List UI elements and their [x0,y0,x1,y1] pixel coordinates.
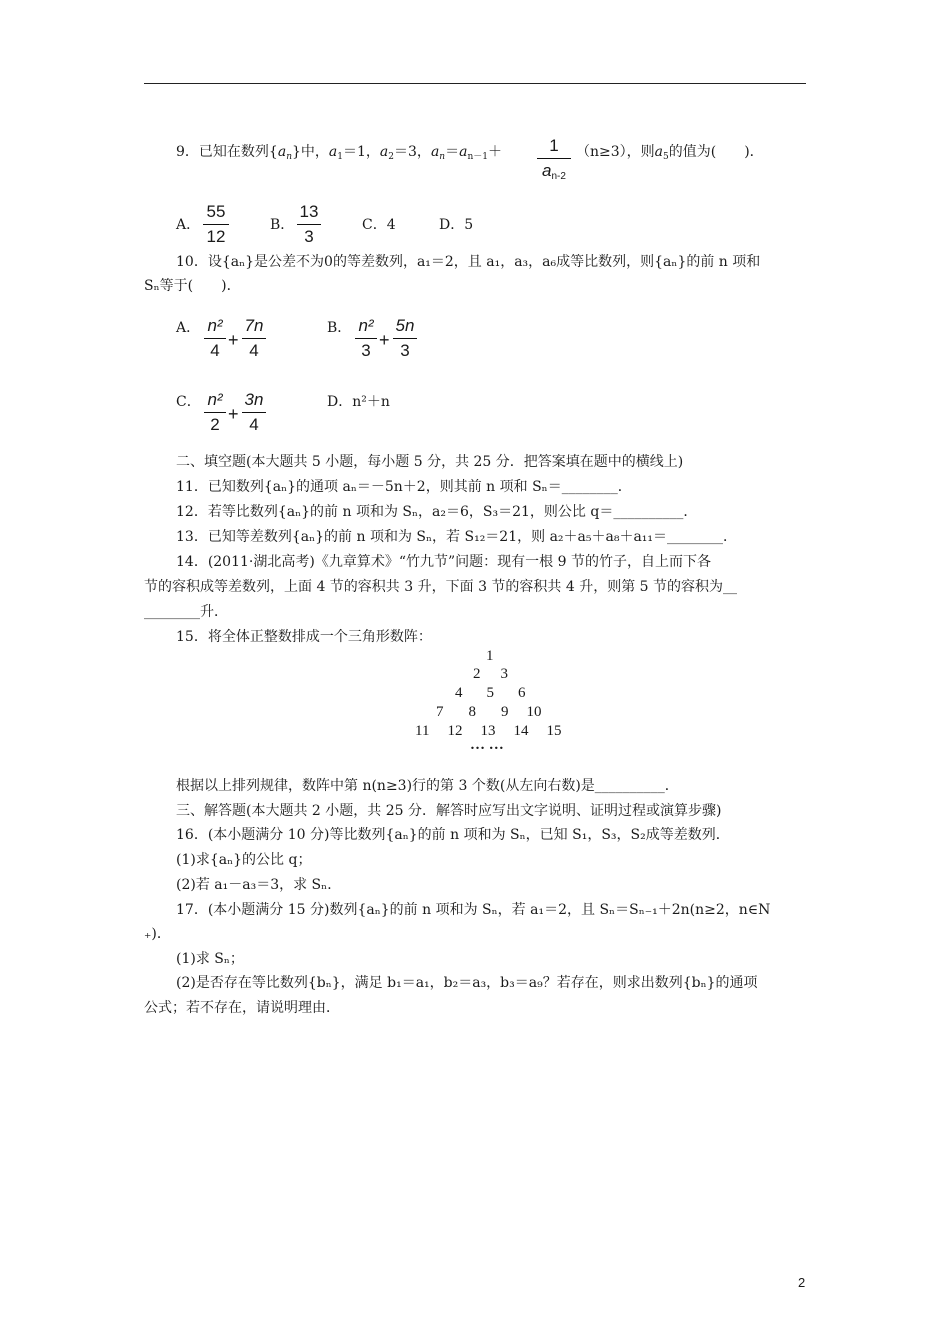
q17-part2-line1: (2)是否存在等比数列{bₙ}，满足 b₁＝a₁，b₂＝a₃，b₃＝a₉？若存在，则求出数列{bₙ}的通项 [176,975,758,991]
triangle-ellipsis: … … [470,737,504,753]
q9-fraction: 1 $a_{n-2}$ [537,136,571,187]
q10-b-plus: + [379,330,390,350]
q10-c-frac2: 3n 4 [242,390,266,435]
triangle-row-4: 7 8 9 10 [436,704,542,720]
q10-option-b-label: B． [327,320,352,336]
q14-line3: ________升． [144,604,228,620]
q17-line1: 17．(本小题满分 15 分)数列{aₙ}的前 n 项和为 Sₙ，若 a₁＝2，且 Sₙ＝Sₙ₋₁＋2n(n≥2，n∈N [176,902,771,918]
q14-line2: 节的容积成等差数列，上面 4 节的容积共 3 升，下面 3 节的容积共 4 升，则第 5 节的容积为__ [144,579,738,595]
q10-c-plus: + [228,404,239,424]
q10-a-plus: + [228,330,239,350]
q9-option-b-fraction: 13 3 [297,202,321,247]
q13: 13．已知等差数列{aₙ}的前 n 项和为 Sₙ，若 S₁₂＝21，则 a₂＋a₅＋a₈＋a₁₁＝________． [176,529,738,545]
q10-b-frac1: n² 3 [355,316,377,361]
q16-line1: 16．(本小题满分 10 分)等比数列{aₙ}的前 n 项和为 Sₙ，已知 S₁，S₃，S₂成等差数列． [176,827,730,843]
q10-line1: 10．设{aₙ}是公差不为0的等差数列，a₁＝2，且 a₁，a₃，a₆成等比数列，则{aₙ}的前 n 项和 [176,254,761,270]
header-rule [144,83,806,84]
q10-option-c-label: C． [176,394,201,410]
q17-part1: (1)求 Sₙ； [176,951,244,967]
page-number: 2 [798,1275,806,1290]
q12: 12．若等比数列{aₙ}的前 n 项和为 Sₙ，a₂＝6，S₃＝21，则公比 q＝__________． [176,504,698,520]
q16-part2: (2)若 a₁－a₃＝3，求 Sₙ． [176,877,342,893]
q10-option-a-label: A． [176,320,201,336]
q11: 11．已知数列{aₙ}的通项 aₙ＝－5n＋2，则其前 n 项和 Sₙ＝________． [176,479,632,495]
triangle-row-3: 4 5 6 [455,685,526,701]
q10-option-d: D．n²＋n [327,394,390,410]
q15-intro: 15．将全体正整数排成一个三角形数阵： [176,629,432,645]
q10-a-frac1: n² 4 [204,316,226,361]
q14-line1: 14．(2011·湖北高考)《九章算术》“竹九节”问题：现有一根 9 节的竹子，自上而下各 [176,554,711,570]
q10-c-frac1: n² 2 [204,390,226,435]
q9-text: 9．已知在数列$\{a_n\}$中，$a_1=1$，$a_2=3$，$a_n=a_{n-1}+$ [176,144,502,162]
q17-line2: ₊)． [144,926,171,942]
q10-line2: Sₙ等于( )． [144,278,241,294]
q9-option-b-label: B． [270,217,295,233]
q9-option-a-fraction: 55 12 [203,202,229,247]
section2-heading: 二、填空题(本大题共 5 小题，每小题 5 分，共 25 分．把答案填在题中的横线上) [176,454,684,470]
triangle-row-2: 2 3 [473,666,508,682]
q9-option-c: C．4 [362,217,396,233]
q15-question: 根据以上排列规律，数阵中第 n(n≥3)行的第 3 个数(从左向右数)是__________． [176,778,679,794]
triangle-row-1: 1 [486,648,494,664]
q17-part2-line2: 公式；若不存在，请说明理由． [144,1000,340,1016]
q16-part1: (1)求{aₙ}的公比 q； [176,852,312,868]
q9-tail: （n≥3），则$a_5$的值为( )． [576,144,764,162]
q9-option-d: D．5 [439,217,474,233]
section3-heading: 三、解答题(本大题共 2 小题，共 25 分．解答时应写出文字说明、证明过程或演算步骤) [176,803,722,819]
triangle-row-5: 11 12 13 14 15 [415,723,562,739]
q9-option-a-label: A． [176,217,201,233]
q10-a-frac2: 7n 4 [242,316,266,361]
q10-b-frac2: 5n 3 [393,316,417,361]
